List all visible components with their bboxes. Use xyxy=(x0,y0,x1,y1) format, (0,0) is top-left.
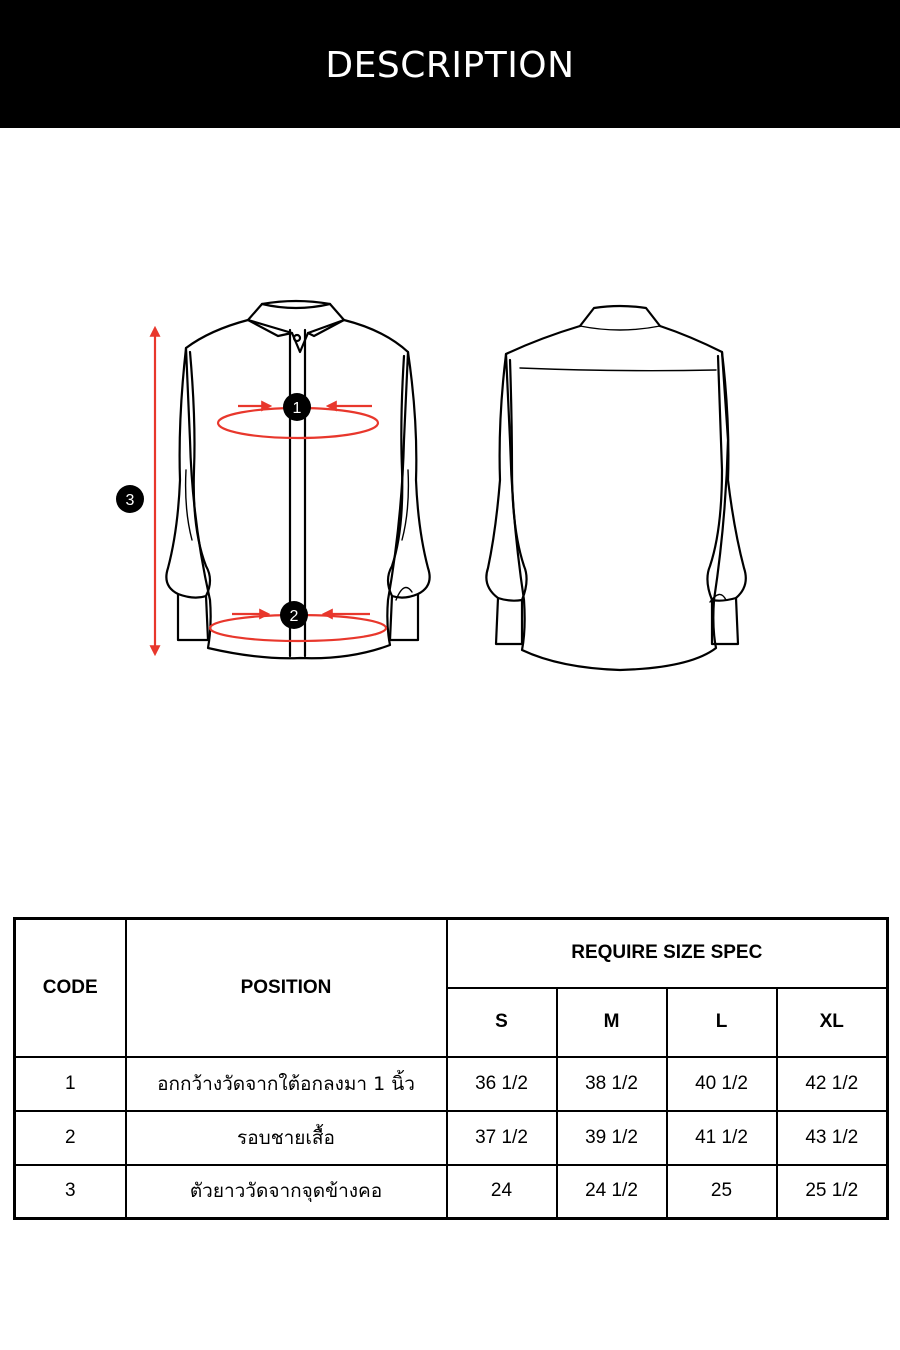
size-header-l: L xyxy=(667,988,777,1057)
row-position: ตัวยาววัดจากจุดข้างคอ xyxy=(126,1165,447,1219)
size-header-s: S xyxy=(447,988,557,1057)
position-header: POSITION xyxy=(126,919,447,1057)
row-value-xl: 43 1/2 xyxy=(777,1111,888,1165)
size-header-xl: XL xyxy=(777,988,888,1057)
row-position: รอบชายเสื้อ xyxy=(126,1111,447,1165)
measurement-guides xyxy=(155,328,386,654)
shirt-back-drawing xyxy=(486,306,745,670)
marker-badge-1 xyxy=(283,393,311,421)
row-value-s: 36 1/2 xyxy=(447,1057,557,1111)
row-value-s: 37 1/2 xyxy=(447,1111,557,1165)
row-code: 3 xyxy=(15,1165,126,1219)
svg-text:3: 3 xyxy=(125,492,135,509)
marker-badge-3 xyxy=(116,485,144,513)
size-header-m: M xyxy=(557,988,667,1057)
shirt-drawings xyxy=(0,128,900,888)
row-position: อกกว้างวัดจากใต้อกลงมา 1 นิ้ว xyxy=(126,1057,447,1111)
row-code: 2 xyxy=(15,1111,126,1165)
table-header-row xyxy=(15,919,888,988)
page-header xyxy=(0,0,900,128)
row-value-l: 40 1/2 xyxy=(667,1057,777,1111)
svg-text:2: 2 xyxy=(289,608,299,625)
row-value-m: 38 1/2 xyxy=(557,1057,667,1111)
table-row xyxy=(15,1057,888,1111)
row-value-xl: 25 1/2 xyxy=(777,1165,888,1219)
table-row xyxy=(15,1165,888,1219)
row-value-l: 25 xyxy=(667,1165,777,1219)
page-title: DESCRIPTION xyxy=(325,44,575,86)
spec-header: REQUIRE SIZE SPEC xyxy=(447,919,888,988)
row-value-xl: 42 1/2 xyxy=(777,1057,888,1111)
row-value-l: 41 1/2 xyxy=(667,1111,777,1165)
row-value-m: 39 1/2 xyxy=(557,1111,667,1165)
row-code: 1 xyxy=(15,1057,126,1111)
row-value-m: 24 1/2 xyxy=(557,1165,667,1219)
svg-text:1: 1 xyxy=(292,400,302,417)
size-spec-table xyxy=(13,917,889,1220)
code-header: CODE xyxy=(15,919,126,1057)
table-row xyxy=(15,1111,888,1165)
row-value-s: 24 xyxy=(447,1165,557,1219)
marker-badge-2 xyxy=(280,601,308,629)
shirt-illustration xyxy=(0,128,900,888)
